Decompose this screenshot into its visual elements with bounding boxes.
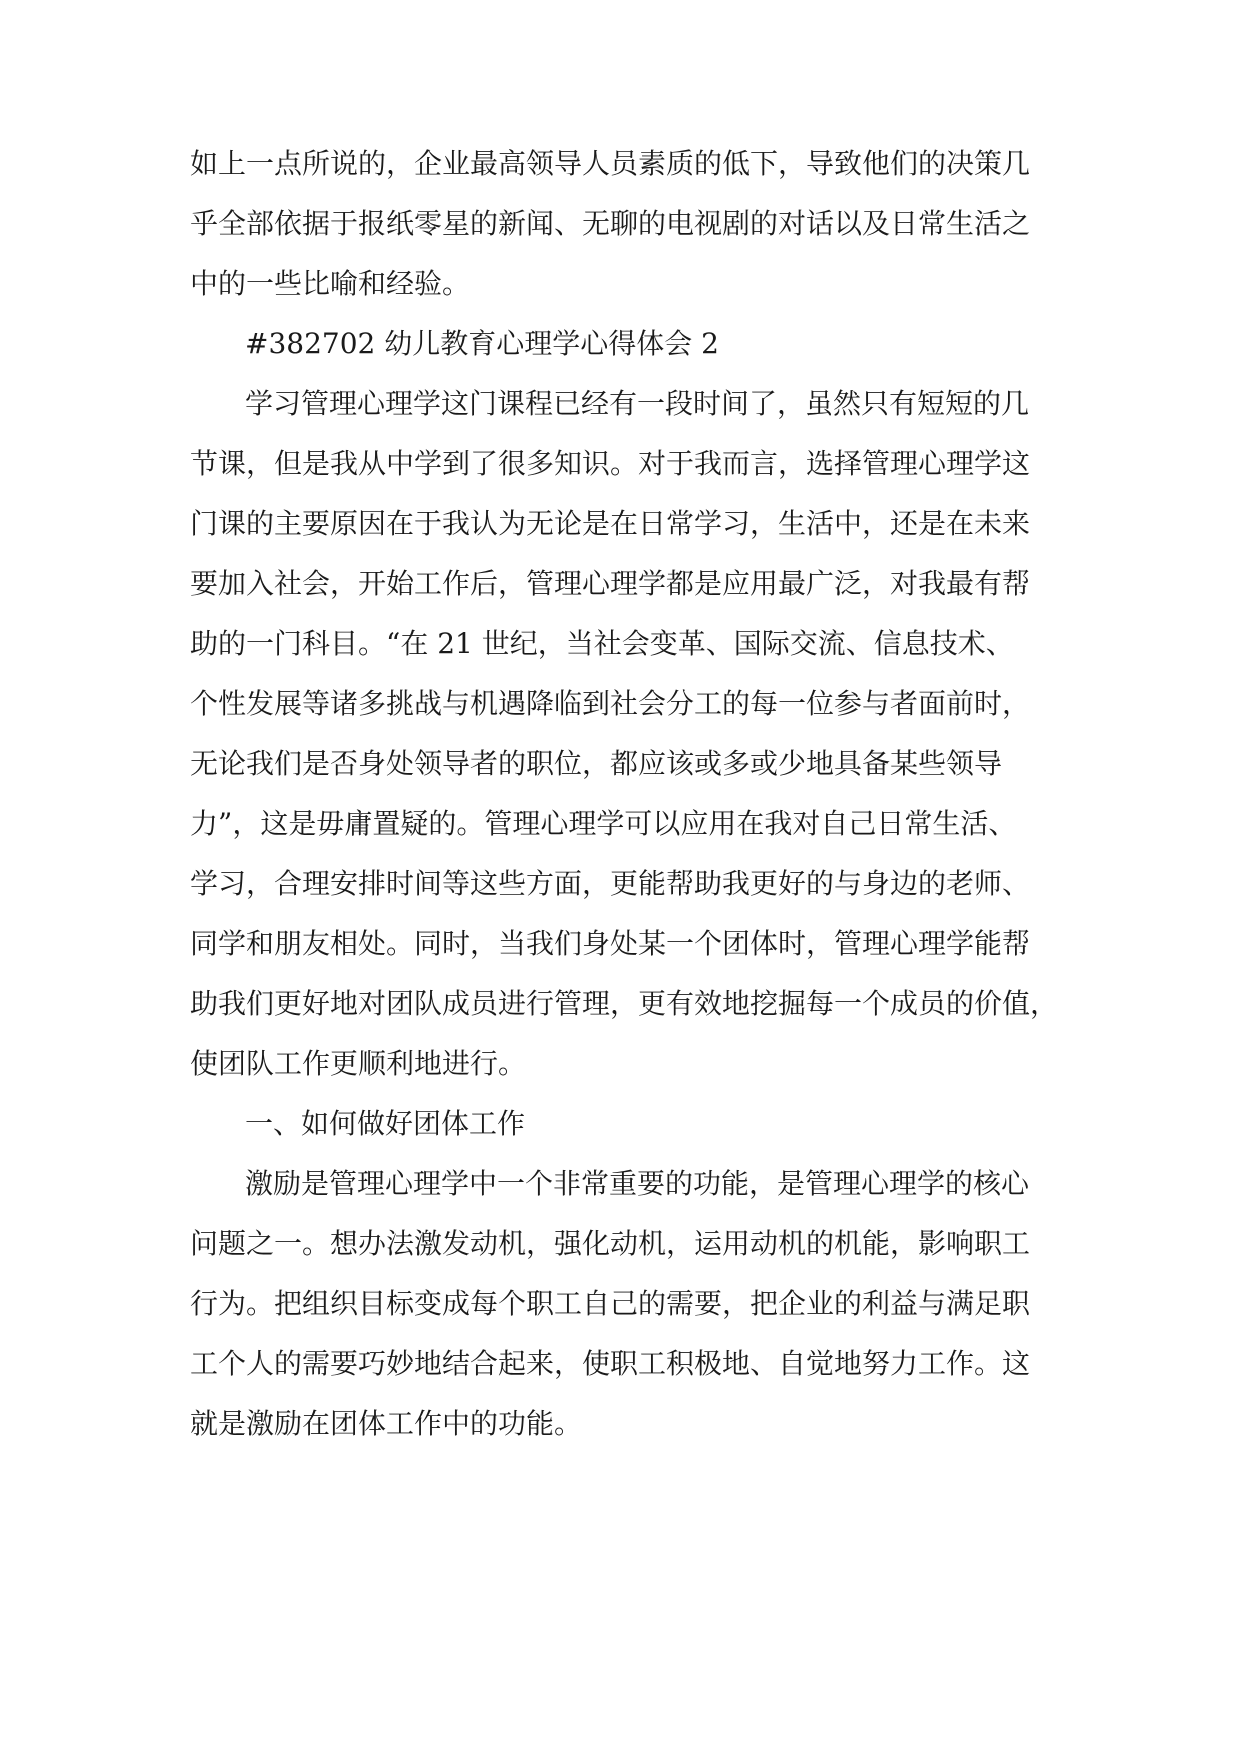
text-line: 助的一门科目。“在 21 世纪，当社会变革、国际交流、信息技术、 bbox=[190, 627, 1014, 660]
text-line: 力”，这是毋庸置疑的。管理心理学可以应用在我对自己日常生活、 bbox=[190, 807, 1017, 840]
text-line: 中的一些比喻和经验。 bbox=[190, 267, 471, 300]
text-line: 工个人的需要巧妙地结合起来，使职工积极地、自觉地努力工作。这 bbox=[190, 1347, 1031, 1380]
text-line: 学习管理心理学这门课程已经有一段时间了，虽然只有短短的几 bbox=[245, 387, 1030, 420]
text-line: 就是激励在团体工作中的功能。 bbox=[190, 1407, 583, 1440]
text-line: 要加入社会，开始工作后，管理心理学都是应用最广泛，对我最有帮 bbox=[190, 567, 1031, 600]
text-line: 节课，但是我从中学到了很多知识。对于我而言，选择管理心理学这 bbox=[190, 447, 1031, 480]
subheading: 一、如何做好团体工作 bbox=[245, 1107, 526, 1140]
text-line: 乎全部依据于报纸零星的新闻、无聊的电视剧的对话以及日常生活之 bbox=[190, 207, 1031, 240]
text-line: 助我们更好地对团队成员进行管理，更有效地挖掘每一个成员的价值， bbox=[190, 987, 1059, 1020]
section-heading: #382702 幼儿教育心理学心得体会 2 bbox=[245, 327, 719, 360]
text-line: 行为。把组织目标变成每个职工自己的需要，把企业的利益与满足职 bbox=[190, 1287, 1031, 1320]
text-line: 同学和朋友相处。同时，当我们身处某一个团体时，管理心理学能帮 bbox=[190, 927, 1031, 960]
text-line: 个性发展等诸多挑战与机遇降临到社会分工的每一位参与者面前时， bbox=[190, 687, 1031, 720]
text-line: 学习，合理安排时间等这些方面，更能帮助我更好的与身边的老师、 bbox=[190, 867, 1031, 900]
text-line: 无论我们是否身处领导者的职位，都应该或多或少地具备某些领导 bbox=[190, 747, 1003, 780]
text-line: 问题之一。想办法激发动机，强化动机，运用动机的机能，影响职工 bbox=[190, 1227, 1031, 1260]
text-line: 使团队工作更顺利地进行。 bbox=[190, 1047, 527, 1080]
text-line: 激励是管理心理学中一个非常重要的功能，是管理心理学的核心 bbox=[245, 1167, 1030, 1200]
text-line: 门课的主要原因在于我认为无论是在日常学习，生活中，还是在未来 bbox=[190, 507, 1031, 540]
text-line: 如上一点所说的，企业最高领导人员素质的低下，导致他们的决策几 bbox=[190, 147, 1031, 180]
